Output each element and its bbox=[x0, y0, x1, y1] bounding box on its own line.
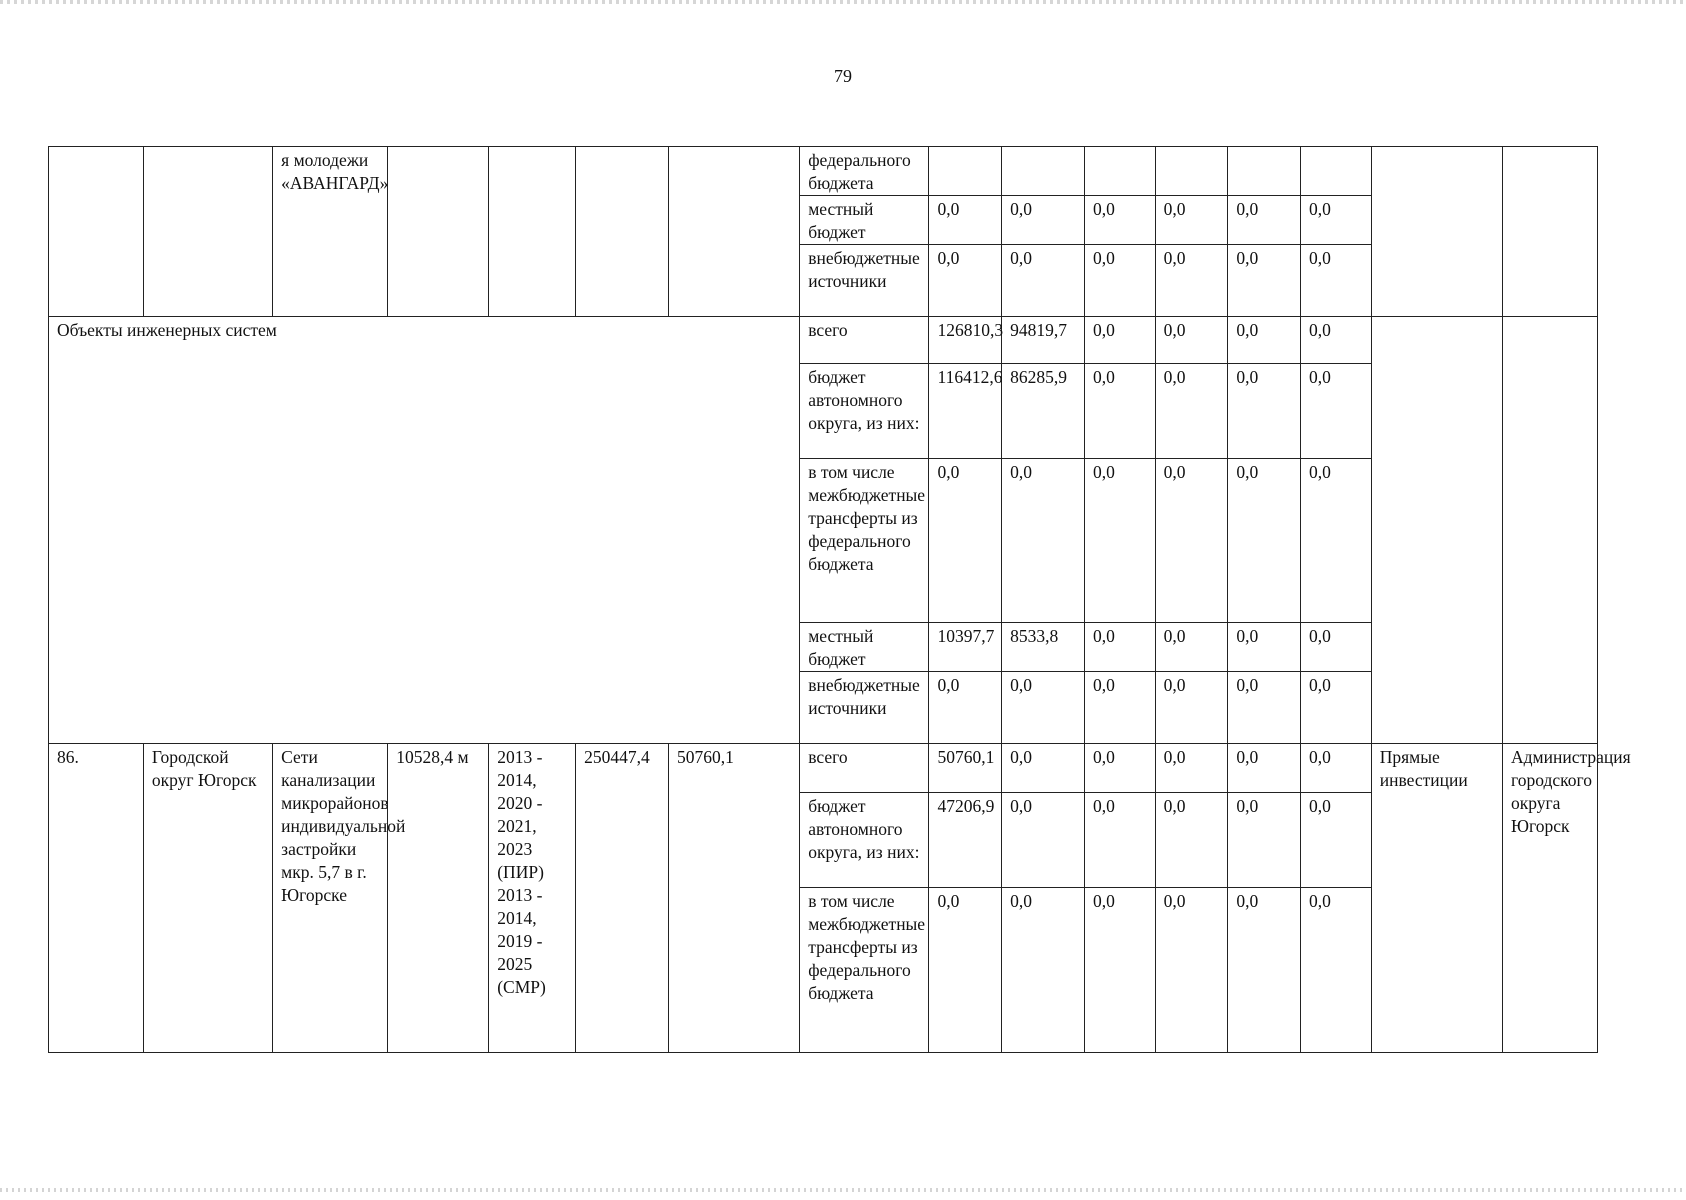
value-cell: 0,0 bbox=[929, 459, 1002, 623]
remaining-cost-cell bbox=[668, 147, 799, 317]
value-cell: 0,0 bbox=[1084, 888, 1155, 1053]
section-title: Объекты инженерных систем bbox=[49, 317, 800, 744]
funding-source: всего bbox=[800, 317, 929, 364]
value-cell: 0,0 bbox=[1155, 459, 1228, 623]
table-row bbox=[49, 317, 1598, 364]
funding-source: местный бюджет bbox=[800, 623, 929, 672]
value-cell: 0,0 bbox=[929, 245, 1002, 317]
value-cell: 0,0 bbox=[1155, 623, 1228, 672]
value-cell bbox=[1301, 147, 1372, 196]
value-cell: 0,0 bbox=[1002, 744, 1085, 793]
value-cell: 0,0 bbox=[1228, 196, 1301, 245]
capacity-cell bbox=[388, 147, 489, 317]
value-cell: 0,0 bbox=[1155, 364, 1228, 459]
value-cell: 0,0 bbox=[1228, 364, 1301, 459]
funding-source: бюджет автономного округа, из них: bbox=[800, 793, 929, 888]
value-cell: 0,0 bbox=[1002, 888, 1085, 1053]
value-cell: 0,0 bbox=[929, 196, 1002, 245]
customer-cell bbox=[1502, 317, 1597, 744]
value-cell: 0,0 bbox=[1002, 196, 1085, 245]
value-cell: 0,0 bbox=[1084, 364, 1155, 459]
value-cell: 0,0 bbox=[1228, 888, 1301, 1053]
value-cell: 0,0 bbox=[1228, 672, 1301, 744]
funding-source: внебюджетные источники bbox=[800, 672, 929, 744]
value-cell: 0,0 bbox=[1002, 793, 1085, 888]
value-cell: 0,0 bbox=[1084, 744, 1155, 793]
period-cell bbox=[489, 147, 576, 317]
value-cell: 0,0 bbox=[1084, 672, 1155, 744]
value-cell: 50760,1 bbox=[929, 744, 1002, 793]
value-cell: 0,0 bbox=[1228, 459, 1301, 623]
funding-source: бюджет автономного округа, из них: bbox=[800, 364, 929, 459]
value-cell: 0,0 bbox=[1084, 793, 1155, 888]
value-cell: 0,0 bbox=[1155, 196, 1228, 245]
municipality-cell bbox=[143, 147, 272, 317]
object-name-cell: Сети канализации микрорайонов индивидуальной застройки мкр. 5,7 в г. Югорске bbox=[273, 744, 388, 1053]
value-cell: 0,0 bbox=[929, 888, 1002, 1053]
value-cell: 116412,6 bbox=[929, 364, 1002, 459]
funding-source: всего bbox=[800, 744, 929, 793]
value-cell: 0,0 bbox=[1301, 744, 1372, 793]
value-cell: 86285,9 bbox=[1002, 364, 1085, 459]
value-cell: 0,0 bbox=[1228, 744, 1301, 793]
number-cell bbox=[49, 147, 144, 317]
value-cell: 0,0 bbox=[1228, 793, 1301, 888]
value-cell: 0,0 bbox=[1155, 888, 1228, 1053]
page-number: 79 bbox=[834, 66, 852, 86]
value-cell: 0,0 bbox=[1301, 623, 1372, 672]
value-cell: 0,0 bbox=[1155, 245, 1228, 317]
value-cell: 0,0 bbox=[1228, 623, 1301, 672]
value-cell: 0,0 bbox=[1301, 672, 1372, 744]
value-cell: 0,0 bbox=[1084, 245, 1155, 317]
table-row bbox=[49, 147, 1598, 196]
municipality-cell: Городской округ Югорск bbox=[143, 744, 272, 1053]
value-cell: 0,0 bbox=[1002, 459, 1085, 623]
value-cell: 0,0 bbox=[1155, 317, 1228, 364]
value-cell: 0,0 bbox=[1301, 888, 1372, 1053]
funding-source: федерального бюджета bbox=[800, 147, 929, 196]
value-cell: 0,0 bbox=[1155, 793, 1228, 888]
value-cell bbox=[1084, 147, 1155, 196]
value-cell bbox=[1155, 147, 1228, 196]
value-cell: 0,0 bbox=[1301, 245, 1372, 317]
customer-cell: Администрация городского округа Югорск bbox=[1502, 744, 1597, 1053]
funding-source: внебюджетные источники bbox=[800, 245, 929, 317]
funding-source: в том числе межбюджетные трансферты из федерального бюджета bbox=[800, 888, 929, 1053]
value-cell: 0,0 bbox=[1301, 793, 1372, 888]
value-cell: 8533,8 bbox=[1002, 623, 1085, 672]
estimated-cost-cell bbox=[576, 147, 669, 317]
value-cell: 126810,3 bbox=[929, 317, 1002, 364]
value-cell: 0,0 bbox=[1301, 364, 1372, 459]
value-cell: 94819,7 bbox=[1002, 317, 1085, 364]
value-cell: 0,0 bbox=[1084, 459, 1155, 623]
number-cell: 86. bbox=[49, 744, 144, 1053]
value-cell: 0,0 bbox=[1084, 317, 1155, 364]
table-row bbox=[49, 744, 1598, 793]
estimated-cost-cell: 250447,4 bbox=[576, 744, 669, 1053]
scan-edge-bottom bbox=[0, 1188, 1686, 1192]
value-cell: 0,0 bbox=[1301, 317, 1372, 364]
value-cell: 0,0 bbox=[929, 672, 1002, 744]
investment-table bbox=[48, 146, 1631, 1053]
value-cell: 0,0 bbox=[1301, 196, 1372, 245]
value-cell bbox=[1002, 147, 1085, 196]
value-cell: 0,0 bbox=[1084, 623, 1155, 672]
value-cell: 0,0 bbox=[1084, 196, 1155, 245]
value-cell bbox=[929, 147, 1002, 196]
funding-source: в том числе межбюджетные трансферты из федерального бюджета bbox=[800, 459, 929, 623]
value-cell: 0,0 bbox=[1228, 317, 1301, 364]
value-cell: 47206,9 bbox=[929, 793, 1002, 888]
value-cell: 0,0 bbox=[1155, 672, 1228, 744]
investment-type-cell bbox=[1371, 147, 1502, 317]
capacity-cell: 10528,4 м bbox=[388, 744, 489, 1053]
value-cell: 0,0 bbox=[1002, 245, 1085, 317]
investment-type-cell bbox=[1371, 317, 1502, 744]
customer-cell bbox=[1502, 147, 1597, 317]
value-cell: 0,0 bbox=[1155, 744, 1228, 793]
object-name-cell: я молодежи «АВАНГАРД» bbox=[273, 147, 388, 317]
scan-edge-top bbox=[0, 0, 1686, 4]
investment-type-cell: Прямые инвестиции bbox=[1371, 744, 1502, 1053]
funding-source: местный бюджет bbox=[800, 196, 929, 245]
value-cell: 10397,7 bbox=[929, 623, 1002, 672]
value-cell: 0,0 bbox=[1228, 245, 1301, 317]
value-cell: 0,0 bbox=[1002, 672, 1085, 744]
period-cell: 2013 - 2014, 2020 - 2021, 2023 (ПИР) 2013 - 2014, 2019 - 2025 (СМР) bbox=[489, 744, 576, 1053]
remaining-cost-cell: 50760,1 bbox=[668, 744, 799, 1053]
value-cell bbox=[1228, 147, 1301, 196]
value-cell: 0,0 bbox=[1301, 459, 1372, 623]
